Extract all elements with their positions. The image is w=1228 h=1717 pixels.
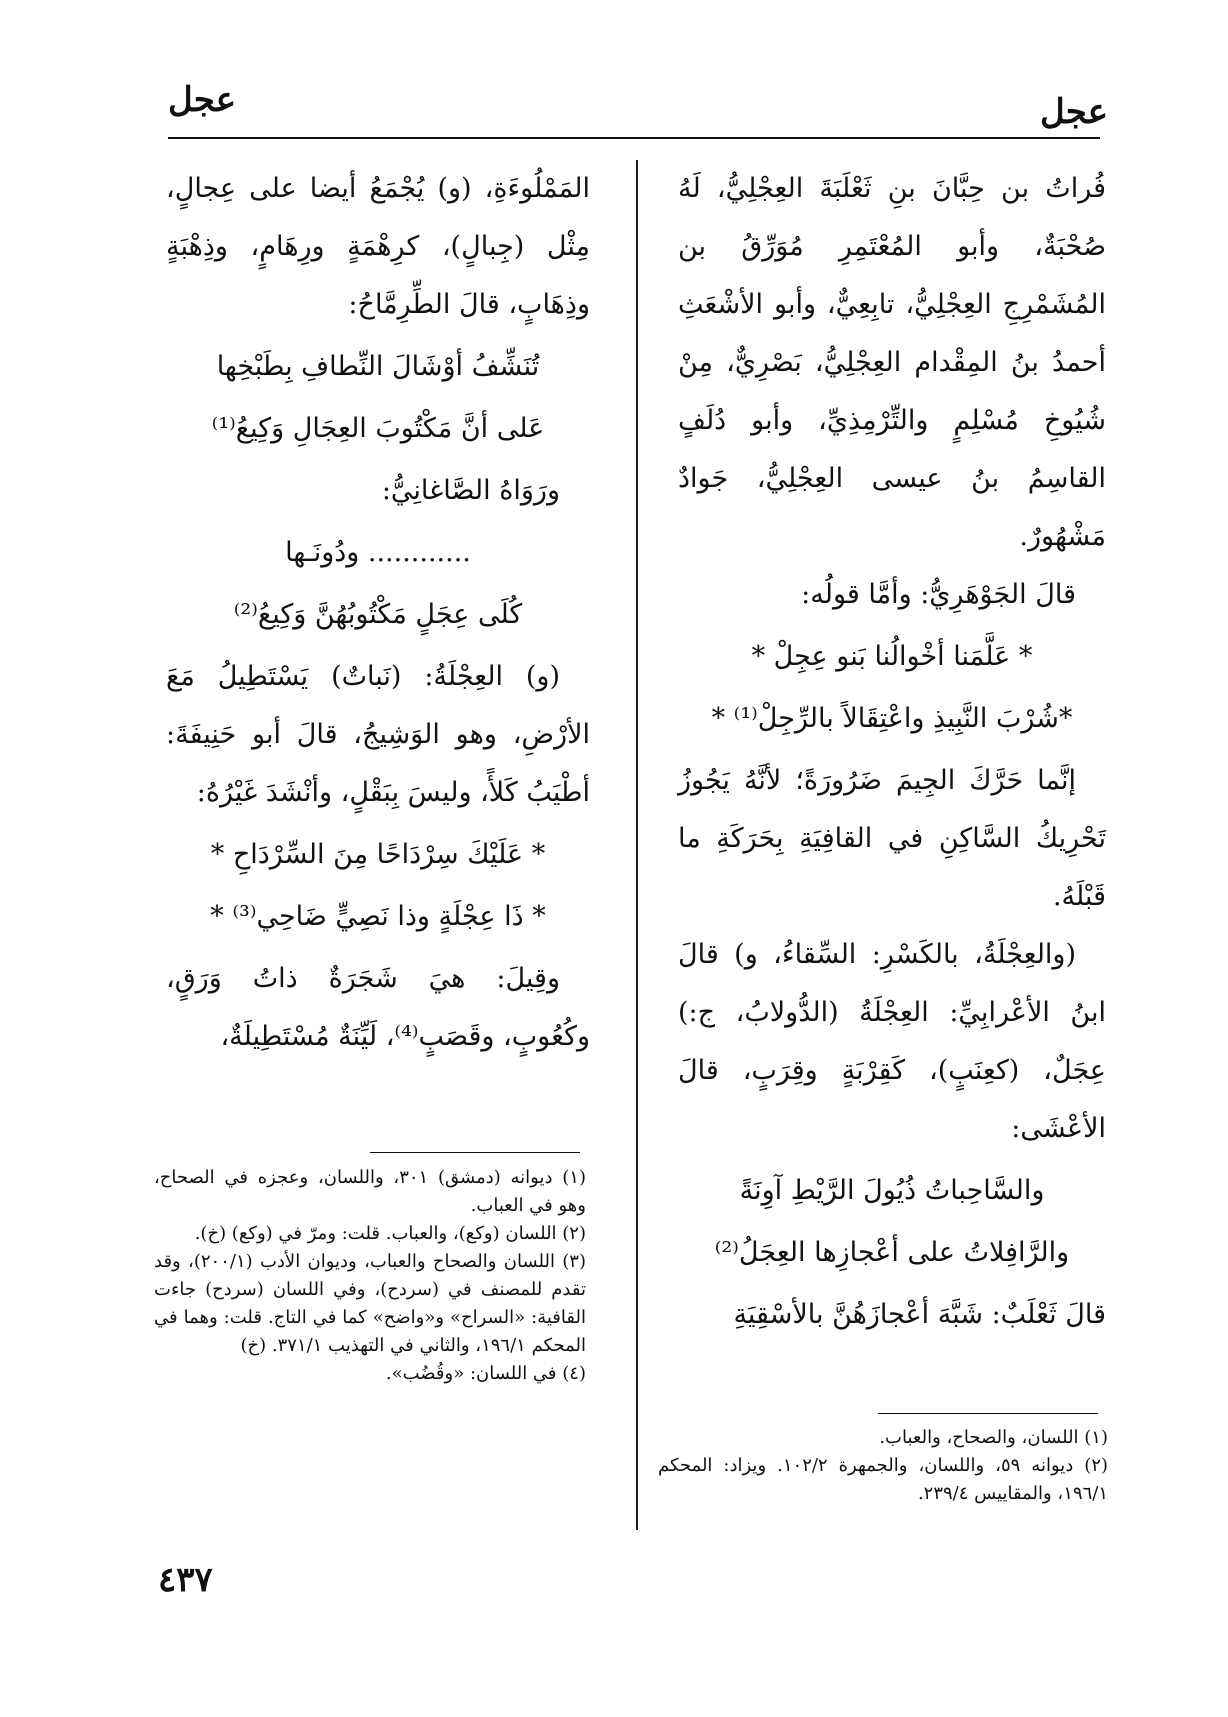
footnote: (٣) اللسان والصحاح والعباب، وديوان الأدب (٢٠٠/١)، وقد تقدم للمصنف في (سردح)، وفي اللسان (سردح) جاءت القافية: «السراح» و«واضح» كما في التاج. قلت: وهما في المحكم ١٩٦/١، والثاني في التهذيب ٣٧١/١. (خ) [154,1251,586,1356]
left-footnotes [154,1164,586,1388]
paragraph: قالَ ثَعْلَبٌ: شَبَّهَ أعْجازَهُنَّ بالأسْقِيَةِ [733,1299,1106,1330]
paragraph: إنَّما حَرَّكَ الجِيمَ ضَرُورَةً؛ لأنَّهُ يَجُوزُ تَحْرِيكُ السَّاكِنِ في القافِيَةِ بِحَرَكَةِ ما قَبْلَهُ. [678,765,1106,912]
verse-line: والسَّاحِباتُ ذُيُولَ الرَّيْطِ آوِنَةً [739,1175,1045,1206]
running-head-left: عجل [168,80,236,120]
paragraph: (و) العِجْلَةُ: (نَباتٌ) يَسْتَطِيلُ مَعَ الأرْضِ، وهو الوَشِيجُ، قالَ أبو حَنِيفَةَ: أطْيَبُ كَلأً، وليسَ بِبَقْلٍ، وأنْشَدَ غَيْرُهُ: [166,661,590,808]
verse-line: كُلَى عِجَلٍ مَكْتُوبُهُنَّ وَكِيعُ⁽²⁾ [233,599,523,630]
running-head-right: عجل [1040,92,1108,132]
footnote: (٢) ديوانه ٥٩، واللسان، والجمهرة ١٠٢/٢. ويزاد: المحكم ١٩٦/١، والمقاييس ٢٣٩/٤. [658,1455,1109,1504]
paragraph: (والعِجْلَةُ، بالكَسْرِ: السِّقاءُ، و) قالَ ابنُ الأعْرابِيِّ: العِجْلَةُ (الدُّولابُ، ج:) عِجَلٌ، (كعِنَبٍ)، كَقِرْبَةٍ وقِرَبٍ، قالَ الأعْشَى: [678,939,1106,1144]
footnote: (١) ديوانه (دمشق) ٣٠١، واللسان، وعجزه في الصحاح، وهو في العباب. [154,1167,586,1216]
header-rule [168,137,1100,139]
verse-line: * عَلَّمَنا أخْوالُنا بَنو عِجِلْ * [751,641,1033,672]
verse-line: *شُرْبَ النَّبِيذِ واعْتِقَالاً بالرِّجِلْ⁽¹⁾ * [711,703,1073,734]
footnote: (١) اللسان، والصحاح، والعباب. [879,1427,1108,1448]
right-footnotes [658,1424,1108,1508]
right-column [678,160,1106,1344]
paragraph: قالَ الجَوْهَرِيُّ: وأمَّا قولُه: [801,579,1076,610]
footnote-rule [370,1152,580,1153]
paragraph: ورَوَاهُ الصَّاغانِيُّ: [381,475,560,506]
column-divider [636,160,638,1530]
verse-line: عَلى أنَّ مَكْتُوبَ العِجَالِ وَكِيعُ⁽¹⁾ [211,413,545,444]
verse-line: ............ ودُونَـها [285,537,471,568]
verse-line: والرَّافِلاتُ على أعْجازِها العِجَلُ⁽²⁾ [714,1237,1070,1268]
verse-line: * ذَا عِجْلَةٍ وذا نَصِيٍّ ضَاحِي⁽³⁾ * [210,901,546,932]
paragraph: وقِيلَ: هيَ شَجَرَةٌ ذاتُ وَرَقٍ، وكُعُوبٍ، وقَصَبٍ⁽⁴⁾، لَيِّنَةٌ مُسْتَطِيلَةٌ، [166,963,590,1052]
left-column [166,160,590,1066]
verse-line: تُنَشِّفُ أوْشَالَ النِّطافِ بِطَبْخِها [216,351,540,382]
paragraph: المَمْلُوءَةِ، (و) يُجْمَعُ أيضا على عِجالٍ، مِثْل (جِبالٍ)، كرِهْمَةٍ ورِهَامٍ، وذِهْبَةٍ وذِهَابٍ، قالَ الطِّرِمَّاحُ: [166,173,590,320]
footnote: (٤) في اللسان: «وقُضُب». [385,1363,586,1384]
footnote: (٢) اللسان (وكع)، والعباب. قلت: ومرّ في (وكع) (خ). [194,1223,586,1244]
paragraph: فُراتُ بن حِبَّانَ بنِ ثَعْلَبَةَ العِجْلِيُّ، لَهُ صُحْبَةٌ، وأبو المُعْتَمِرِ مُوَرِّقُ بن المُشَمْرِجِ العِجْلِيُّ، تابِعِيٌّ، وأبو الأشْعَثِ أحمدُ بنُ المِقْدام العِجْلِيُّ، بَصْرِيٌّ، مِنْ شُيُوخِ مُسْلِمٍ والتِّرْمِذِيِّ، وأبو دُلَفٍ القاسِمُ بنُ عيسى العِجْلِيُّ، جَوادٌ مَشْهُورٌ. [678,173,1106,552]
verse-line: * عَلَيْكَ سِرْدَاحًا مِنَ السِّرْدَاحِ * [210,839,546,870]
footnote-rule [878,1413,1098,1414]
page-number: ٤٣٧ [158,1560,213,1600]
